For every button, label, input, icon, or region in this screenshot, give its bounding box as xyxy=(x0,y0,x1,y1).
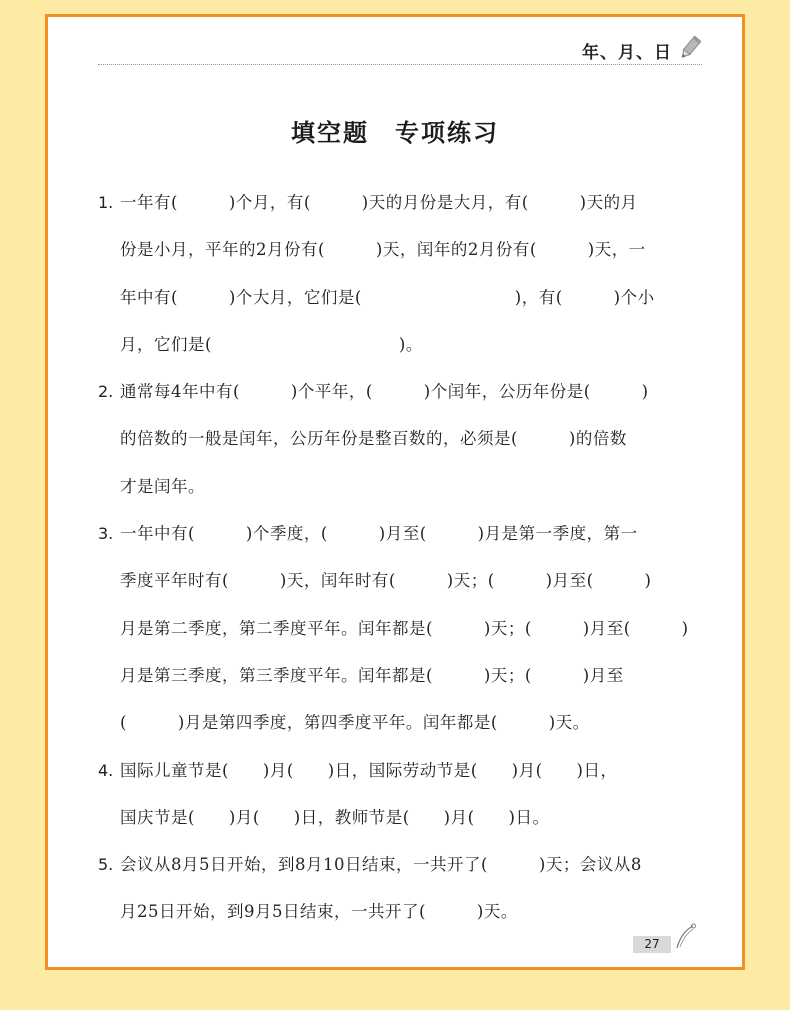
worksheet-page xyxy=(45,14,745,970)
question-text-line: 一年中有( )个季度，( )月至( )月是第一季度，第一 xyxy=(120,524,638,544)
question-text-line: 国庆节是( )月( )日，教师节是( )月( )日。 xyxy=(120,807,550,827)
question-text-line: 月，它们是( )。 xyxy=(120,334,423,354)
section-label: 年、月、日 xyxy=(582,42,672,63)
quill-icon xyxy=(674,923,696,953)
question-2 xyxy=(98,368,678,510)
question-text-line: 月是第二季度，第二季度平年。闰年都是( )天；( )月至( ) xyxy=(120,618,689,638)
section-header xyxy=(582,35,702,65)
pencil-icon xyxy=(678,35,702,65)
question-text-line: 年中有( )个大月，它们是( )，有( )个小 xyxy=(120,287,655,307)
question-list xyxy=(98,179,689,936)
question-number: 3. xyxy=(98,524,114,544)
question-1 xyxy=(98,179,678,368)
question-text-line: 月25日开始，到9月5日结束，一共开了( )天。 xyxy=(120,902,518,922)
question-number: 5. xyxy=(98,855,114,875)
page-number: 27 xyxy=(633,936,671,953)
question-4 xyxy=(98,747,678,842)
question-text-line: 才是闰年。 xyxy=(120,476,205,496)
question-text-line: 份是小月，平年的2月份有( )天，闰年的2月份有( )天，一 xyxy=(120,240,646,260)
page-footer xyxy=(633,923,696,953)
question-number: 4. xyxy=(98,760,114,780)
question-text-line: ( )月是第四季度，第四季度平年。闰年都是( )天。 xyxy=(120,713,590,733)
page-title: 填空题 专项练习 xyxy=(291,119,499,147)
question-text-line: 月是第三季度，第三季度平年。闰年都是( )天；( )月至 xyxy=(120,665,624,685)
question-text-line: 季度平年时有( )天，闰年时有( )天；( )月至( ) xyxy=(120,571,652,591)
question-5 xyxy=(98,841,678,936)
question-number: 1. xyxy=(98,193,114,212)
question-text-line: 通常每4年中有( )个平年，( )个闰年，公历年份是( ) xyxy=(120,382,649,402)
header-divider xyxy=(98,64,702,65)
question-text-line: 的倍数的一般是闰年，公历年份是整百数的，必须是( )的倍数 xyxy=(120,429,627,449)
question-number: 2. xyxy=(98,382,114,402)
question-text-line: 会议从8月5日开始，到8月10日结束，一共开了( )天；会议从8 xyxy=(120,855,642,875)
question-text-line: 国际儿童节是( )月( )日，国际劳动节是( )月( )日， xyxy=(120,760,618,780)
question-3 xyxy=(98,510,689,746)
question-text-line: 一年有( )个月，有( )天的月份是大月，有( )天的月 xyxy=(120,193,638,212)
